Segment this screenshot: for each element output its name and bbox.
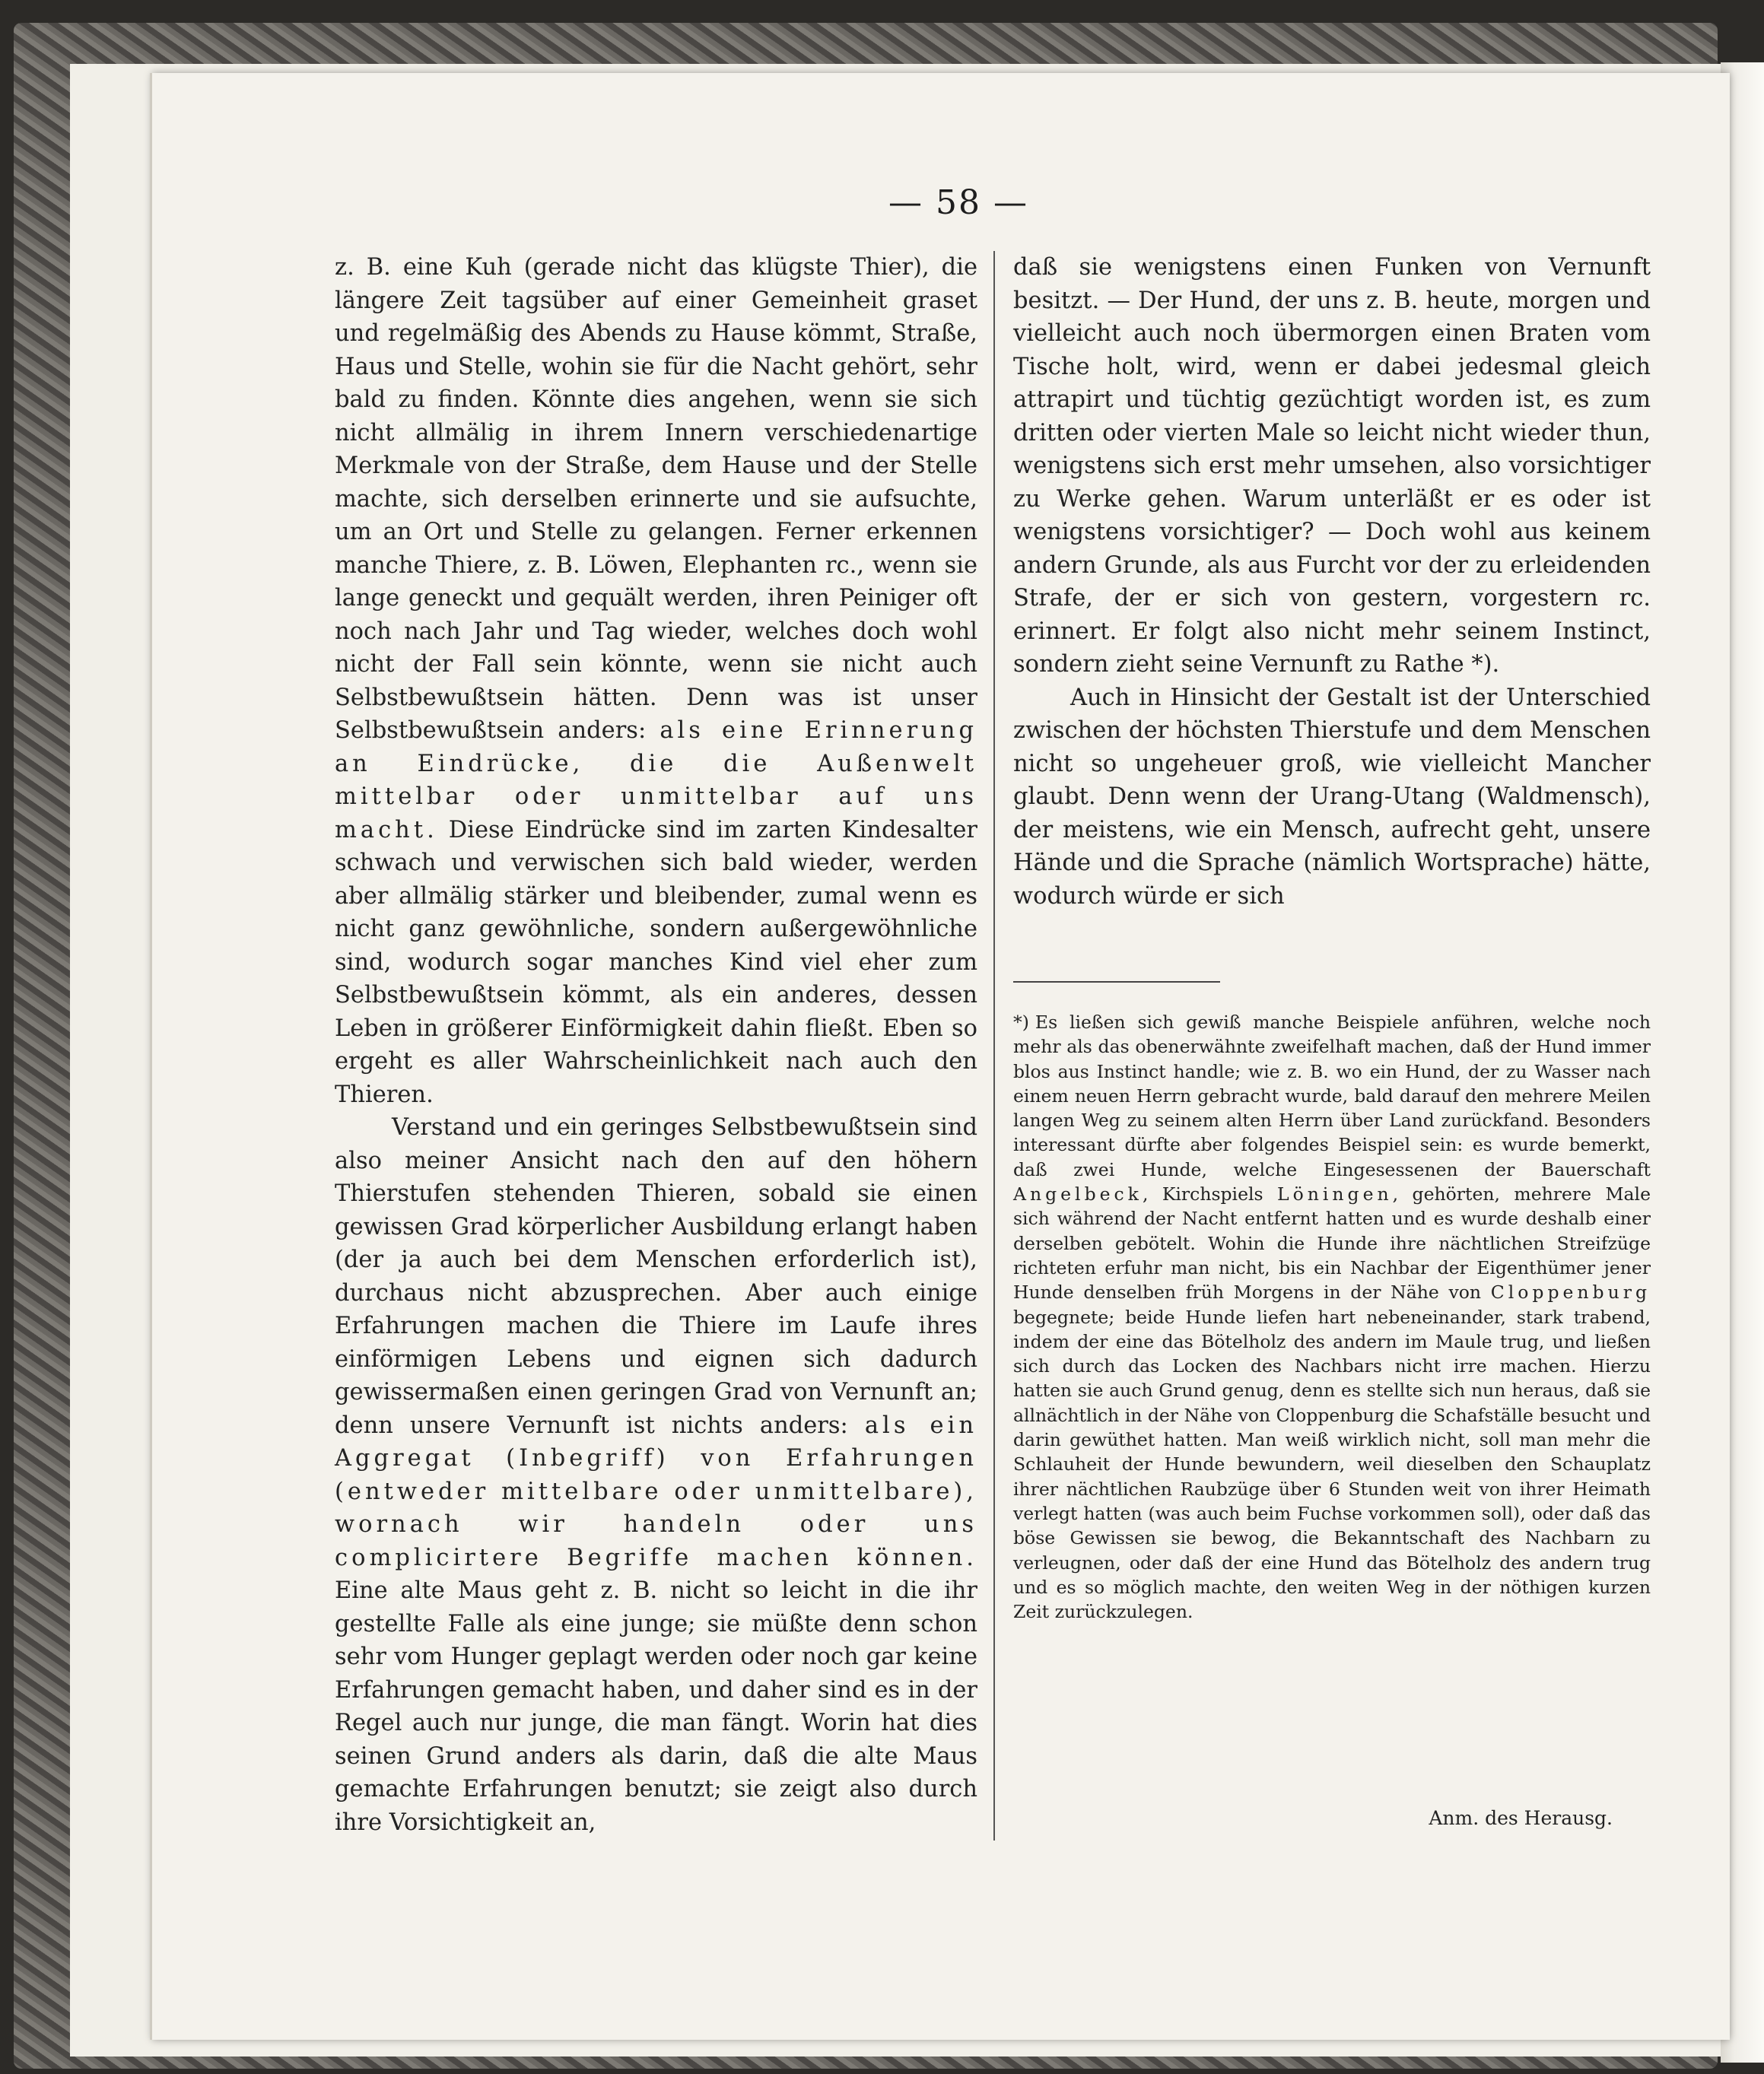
- footnote-place-cloppenburg: Cloppenburg: [1490, 1282, 1651, 1304]
- footnote-text-c: , gehörten, mehrere Male sich während der Nacht entfernt hatten und es wurde deshalb einer derselben gebötelt. Wohin die Hunde ihre nächtlichen Streifzüge richteten erfuhr man nicht, bis ein Nachbar der Eigenthümer jener Hunde denselben früh Morgens in der Nähe von: [1013, 1183, 1651, 1304]
- left-paragraph-1: [335, 251, 977, 1111]
- left-paragraph-2: [335, 1111, 977, 1839]
- left-paragraph-2-spaced: als ein Aggregat (Inbegriff) von Erfahrungen (entweder mittelbare oder unmittelbare), wornach wir handeln oder uns complicirtere Begriffe machen können.: [335, 1412, 977, 1571]
- footnote-place-loeningen: Löningen: [1277, 1183, 1393, 1205]
- left-paragraph-1-text: z. B. eine Kuh (gerade nicht das klügste Thier), die längere Zeit tagsüber auf einer Gemeinheit graset und regelmäßig des Abends zu Hause kömmt, Straße, Haus und Stelle, wohin sie für die Nacht gehört, sehr bald zu finden. Könnte dies angehen, wenn sie sich nicht allmälig in ihrem Innern verschiedenartige Merkmale von der Straße, dem Hause und der Stelle machte, sich derselben erinnerte und sie aufsuchte, um an Ort und Stelle zu gelangen. Ferner erkennen manche Thiere, z. B. Löwen, Elephanten rc., wenn sie lange geneckt und gequält werden, ihren Peiniger oft noch nach Jahr und Tag wieder, welches doch wohl nicht der Fall sein könnte, wenn sie nicht auch Selbstbewußtsein hätten. Denn was ist unser Selbstbewußtsein anders:: [335, 254, 977, 744]
- footnote-paragraph: [1013, 1010, 1651, 1624]
- right-paragraph-1: daß sie wenigstens einen Funken von Vernunft besitzt. — Der Hund, der uns z. B. heute, morgen und vielleicht auch noch übermorgen einen Braten vom Tische holt, wird, wenn er dabei jedesmal gleich attrapirt und tüchtig gezüchtigt worden ist, es zum dritten oder vierten Male so leicht nicht wieder thun, wenigstens sich erst mehr umsehen, also vorsichtiger zu Werke gehen. Warum unterläßt er es oder ist wenigstens vorsichtiger? — Doch wohl aus keinem andern Grunde, als aus Furcht vor der zu erleidenden Strafe, der er sich von gestern, vorgestern rc. erinnert. Er folgt also nicht mehr seinem Instinct, sondern zieht seine Vernunft zu Rathe *).: [1013, 254, 1651, 678]
- footnote-marker: *): [1013, 1012, 1029, 1033]
- right-paragraph-2: Auch in Hinsicht der Gestalt ist der Unterschied zwischen der höchsten Thierstufe und dem Menschen nicht so ungeheuer groß, wie vielleicht Mancher glaubt. Denn wenn der Urang-Utang (Waldmensch), der meistens, wie ein Mensch, aufrecht geht, unsere Hände und die Sprache (nämlich Wortsprache) hätte, wodurch würde er sich: [1013, 684, 1651, 910]
- left-paragraph-1-spaced: als eine Erinnerung an Eindrücke, die die Außenwelt mittelbar oder unmittelbar auf uns macht.: [335, 717, 977, 843]
- footnote-rule: [1013, 981, 1220, 983]
- column-divider: [993, 251, 995, 1841]
- footnote-text-b: , Kirchspiels: [1142, 1183, 1278, 1205]
- right-column: [1013, 251, 1651, 913]
- left-column: [335, 251, 977, 1839]
- footnote-place-angelbeck: Angelbeck: [1013, 1183, 1143, 1205]
- left-paragraph-1-end: Diese Eindrücke sind im zarten Kindesalter schwach und verwischen sich bald wieder, werden aber allmälig stärker und bleibender, zumal wenn es nicht ganz gewöhnliche, sondern außergewöhnliche sind, wodurch sogar manches Kind viel eher zum Selbstbewußtsein kömmt, als ein anderes, dessen Leben in größerer Einförmigkeit dahin fließt. Eben so ergeht es aller Wahrscheinlichkeit nach auch den Thieren.: [335, 816, 977, 1108]
- left-paragraph-2-end: Eine alte Maus geht z. B. nicht so leicht in die ihr gestellte Falle als eine junge; sie müßte denn schon sehr vom Hunger geplagt werden oder noch gar keine Erfahrungen gemacht haben, und daher sind es in der Regel auch nur junge, die man fängt. Worin hat dies seinen Grund anders als darin, daß die alte Maus gemachte Erfahrungen benutzt; sie zeigt also durch ihre Vorsichtigkeit an,: [335, 1577, 977, 1836]
- footnote-text-d: begegnete; beide Hunde liefen hart nebeneinander, stark trabend, indem der eine das Bötelholz des andern im Maule trug, und ließen sich durch das Locken des Nachbars nicht irre machen. Hierzu hatten sie auch Grund genug, denn es stellte sich nun heraus, daß sie allnächtlich in der Nähe von Cloppenburg die Schafställe besucht und darin gewüthet hatten. Man weiß wirklich nicht, soll man mehr die Schlauheit der Hunde bewundern, weil dieselben den Schauplatz ihrer nächtlichen Raubzüge über 6 Stunden weit von ihrer Heimath verlegt hatten (was auch beim Fuchse vorkommen soll), oder daß das böse Gewissen sie bewog, die Bekanntschaft des Nachbarn zu verleugnen, oder daß der eine Hund das Bötelholz des andern trug und es so möglich machte, den weiten Weg in der nöthigen kurzen Zeit zurückzulegen.: [1013, 1306, 1651, 1623]
- left-paragraph-2-text: Verstand und ein geringes Selbstbewußtsein sind also meiner Ansicht nach den auf den höhern Thierstufen stehenden Thieren, sobald sie einen gewissen Grad körperlicher Ausbildung erlangt haben (der ja auch bei dem Menschen erforderlich ist), durchaus nicht abzusprechen. Aber auch einige Erfahrungen machen die Thiere im Laufe ihres einförmigen Lebens und eignen sich dadurch gewissermaßen einen geringen Grad von Vernunft an; denn unsere Vernunft ist nichts anders:: [335, 1114, 977, 1439]
- footnote-text-a: Es ließen sich gewiß manche Beispiele anführen, welche noch mehr als das obenerwähnte zweifelhaft machen, daß der Hund immer blos aus Instinct handle; wie z. B. wo ein Hund, der zu Wasser nach einem neuen Herrn gebracht wurde, bald darauf den mehrere Meilen langen Weg zu seinem alten Herrn über Land zurückfand. Besonders interessant dürfte aber folgendes Beispiel sein: es wurde bemerkt, daß zwei Hunde, welche Eingesessenen der Bauerschaft: [1013, 1012, 1651, 1180]
- page-number: — 58 —: [888, 183, 1028, 222]
- footnote: [1013, 1010, 1651, 1624]
- footnote-signature: Anm. des Herausg.: [1429, 1807, 1613, 1829]
